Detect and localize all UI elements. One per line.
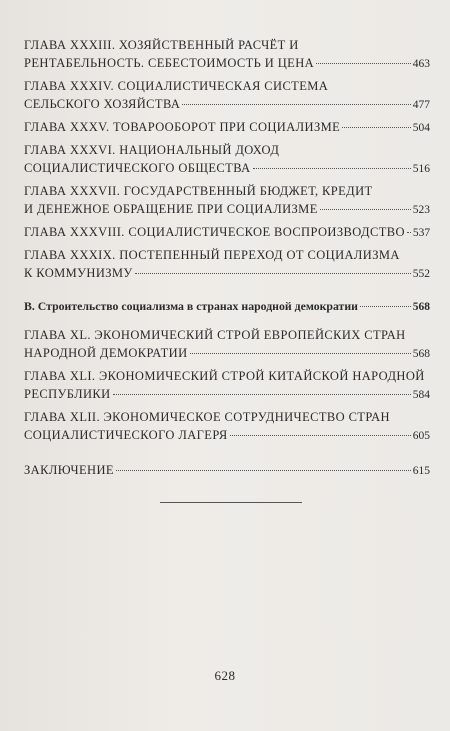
toc-page-number: 504 xyxy=(412,122,430,134)
toc-entry-title: К КОММУНИЗМУ xyxy=(24,266,133,280)
toc-entry xyxy=(24,408,430,445)
toc-entry-title: СОЦИАЛИСТИЧЕСКОГО ОБЩЕСТВА xyxy=(24,161,251,175)
toc-entry xyxy=(24,118,430,137)
toc-entry xyxy=(24,36,430,73)
toc-section-heading xyxy=(24,297,430,316)
toc-entry-title: ГЛАВА XXXV. ТОВАРООБОРОТ ПРИ СОЦИАЛИЗМЕ xyxy=(24,120,341,134)
toc-entry-title: НАРОДНОЙ ДЕМОКРАТИИ xyxy=(24,346,188,360)
toc-entry-line xyxy=(24,297,430,316)
toc-entry-title: ЗАКЛЮЧЕНИЕ xyxy=(24,463,114,477)
page-number: 628 xyxy=(214,668,236,683)
dot-leader xyxy=(253,168,411,169)
toc-entry-title: ГЛАВА XLI. ЭКОНОМИЧЕСКИЙ СТРОЙ КИТАЙСКОЙ НАРОДНОЙ xyxy=(24,369,425,383)
dot-leader xyxy=(182,104,410,105)
toc-entry-title: ГЛАВА XXXIX. ПОСТЕПЕННЫЙ ПЕРЕХОД ОТ СОЦИАЛИЗМА xyxy=(24,248,400,262)
toc-page-number: 605 xyxy=(412,430,430,442)
toc-entry-line xyxy=(24,159,430,178)
dot-leader xyxy=(116,470,411,471)
toc-entry-line xyxy=(24,426,430,445)
toc-entry-line xyxy=(24,54,430,73)
toc-page-number: 463 xyxy=(412,58,430,70)
toc-page-number: 584 xyxy=(412,389,430,401)
toc-entry-line xyxy=(24,344,430,363)
toc-entry-line xyxy=(24,385,430,404)
toc-entry-line xyxy=(24,182,430,200)
toc-page-number: 477 xyxy=(412,99,430,111)
toc-page-number: 568 xyxy=(412,348,430,360)
toc-entry-title: И ДЕНЕЖНОЕ ОБРАЩЕНИЕ ПРИ СОЦИАЛИЗМЕ xyxy=(24,202,318,216)
toc-entry-title: РЕНТАБЕЛЬНОСТЬ. СЕБЕСТОИМОСТЬ И ЦЕНА xyxy=(24,56,315,70)
dot-leader xyxy=(407,232,411,233)
toc-entry-line xyxy=(24,223,430,242)
toc-entry-line xyxy=(24,200,430,219)
toc-entry-title: В. Строительство социализма в странах народной демократии xyxy=(24,299,358,313)
toc-entry-line xyxy=(24,367,430,385)
toc-entry xyxy=(24,367,430,404)
toc-entry-line xyxy=(24,461,430,480)
toc-page-number: 552 xyxy=(412,268,430,280)
toc-entry-line xyxy=(24,408,430,426)
toc-entry-line xyxy=(24,326,430,344)
toc-entry-title: ГЛАВА XLII. ЭКОНОМИЧЕСКОЕ СОТРУДНИЧЕСТВО СТРАН xyxy=(24,410,390,424)
toc-entry-title: РЕСПУБЛИКИ xyxy=(24,387,111,401)
toc-entry-line xyxy=(24,118,430,137)
toc-entry-line xyxy=(24,141,430,159)
dot-leader xyxy=(135,273,411,274)
dot-leader xyxy=(230,435,411,436)
toc-entry-title: ГЛАВА XXXIII. ХОЗЯЙСТВЕННЫЙ РАСЧЁТ И xyxy=(24,38,299,52)
toc-entry-line xyxy=(24,95,430,114)
toc-page-number: 537 xyxy=(412,227,431,239)
toc-entry xyxy=(24,461,430,480)
toc-entry xyxy=(24,182,430,219)
toc-entry-title: ГЛАВА XL. ЭКОНОМИЧЕСКИЙ СТРОЙ ЕВРОПЕЙСКИХ СТРАН xyxy=(24,328,406,342)
toc-entry xyxy=(24,77,430,114)
toc-entry xyxy=(24,326,430,363)
dot-leader xyxy=(316,63,411,64)
divider-rule xyxy=(160,502,302,503)
toc-entry-title: СОЦИАЛИСТИЧЕСКОГО ЛАГЕРЯ xyxy=(24,428,228,442)
dot-leader xyxy=(342,127,411,128)
toc-entry-line xyxy=(24,77,430,95)
dot-leader xyxy=(113,394,411,395)
toc-page-number: 615 xyxy=(412,465,430,477)
toc-entry-title: ГЛАВА XXXVII. ГОСУДАРСТВЕННЫЙ БЮДЖЕТ, КРЕДИТ xyxy=(24,184,373,198)
toc-entry xyxy=(24,141,430,178)
toc-entry-line xyxy=(24,246,430,264)
toc-entry-title: СЕЛЬСКОГО ХОЗЯЙСТВА xyxy=(24,97,181,111)
dot-leader xyxy=(190,353,411,354)
toc-entry-line xyxy=(24,264,430,283)
toc-entry-title: ГЛАВА XXXVIII. СОЦИАЛИСТИЧЕСКОЕ ВОСПРОИЗВОДСТВО xyxy=(24,225,405,239)
toc-entry-title: ГЛАВА XXXVI. НАЦИОНАЛЬНЫЙ ДОХОД xyxy=(24,143,280,157)
dot-leader xyxy=(360,306,411,307)
dot-leader xyxy=(320,209,411,210)
toc-entry xyxy=(24,246,430,283)
toc-page-number: 516 xyxy=(412,163,430,175)
table-of-contents xyxy=(24,36,430,480)
toc-entry xyxy=(24,223,430,242)
toc-page-number: 568 xyxy=(412,301,430,313)
toc-entry-title: ГЛАВА XXXIV. СОЦИАЛИСТИЧЕСКАЯ СИСТЕМА xyxy=(24,79,329,93)
toc-entry-line xyxy=(24,36,430,54)
toc-page-number: 523 xyxy=(412,204,430,216)
